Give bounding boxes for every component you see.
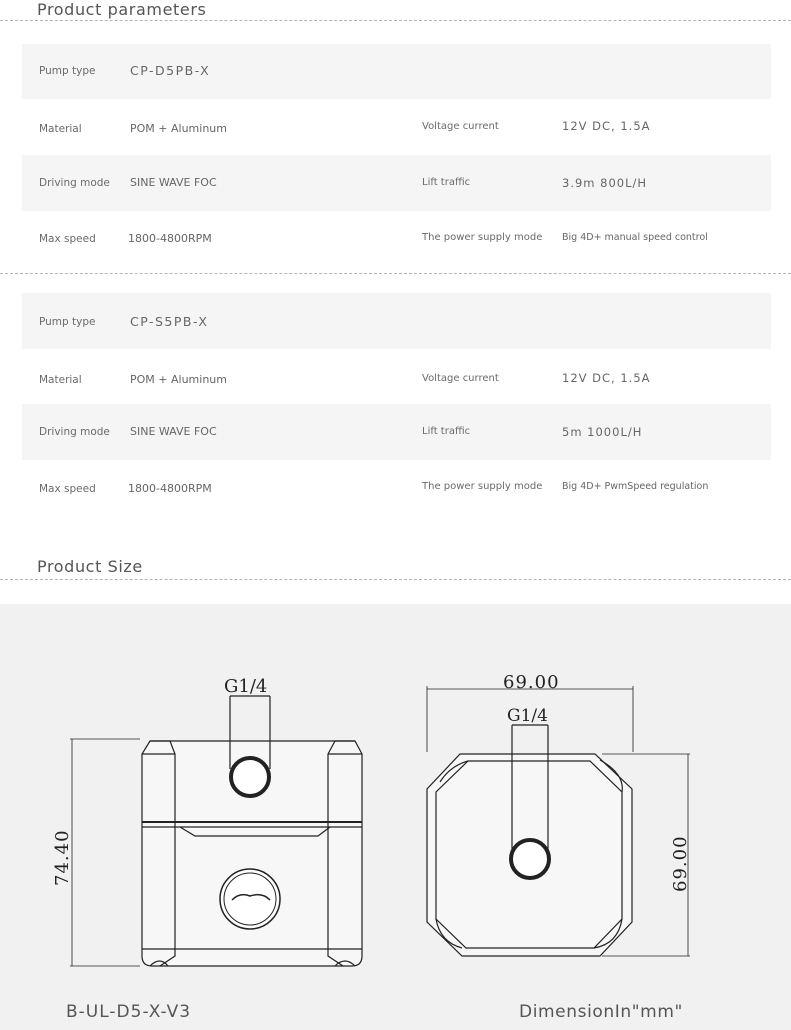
spec-row	[22, 293, 771, 349]
driving-mode-label: Driving mode	[39, 426, 110, 438]
material-value: POM + Aluminum	[130, 373, 227, 386]
pump-type-label: Pump type	[39, 65, 96, 77]
material-label: Material	[39, 374, 82, 386]
section-title-size: Product Size	[37, 557, 143, 576]
power-supply-value: Big 4D+ PwmSpeed regulation	[562, 481, 709, 492]
top-view	[427, 686, 690, 956]
driving-mode-label: Driving mode	[39, 177, 110, 189]
lift-traffic-value: 5m 1000L/H	[562, 425, 643, 439]
power-supply-label: The power supply mode	[422, 481, 543, 492]
lift-traffic-label: Lift traffic	[422, 177, 471, 188]
spec-table-d5	[22, 44, 771, 267]
section-title-parameters: Product parameters	[37, 0, 207, 19]
spec-row	[22, 99, 771, 155]
voltage-label: Voltage current	[422, 121, 499, 132]
spec-table-s5	[22, 293, 771, 516]
max-speed-value: 1800-4800RPM	[128, 482, 212, 495]
dimension-drawing	[0, 604, 791, 1030]
material-value: POM + Aluminum	[130, 122, 227, 135]
top-port-label: G1/4	[507, 706, 548, 726]
section-divider	[0, 20, 791, 21]
max-speed-label: Max speed	[39, 233, 96, 245]
driving-mode-value: SINE WAVE FOC	[130, 425, 217, 438]
spec-row	[22, 44, 771, 99]
side-height-dimension: 74.40	[52, 829, 73, 886]
spec-row	[22, 460, 771, 516]
voltage-value: 12V DC, 1.5A	[562, 371, 651, 385]
spec-row	[22, 349, 771, 404]
dimension-drawing-svg	[0, 604, 791, 1030]
driving-mode-value: SINE WAVE FOC	[130, 176, 217, 189]
section-divider	[0, 273, 791, 274]
spec-row	[22, 211, 771, 267]
power-supply-value: Big 4D+ manual speed control	[562, 232, 708, 243]
spec-row	[22, 155, 771, 211]
side-view	[70, 696, 362, 966]
spec-row	[22, 404, 771, 460]
top-width-dimension: 69.00	[503, 672, 560, 693]
max-speed-label: Max speed	[39, 483, 96, 495]
pump-type-value: CP-D5PB-X	[130, 63, 211, 78]
voltage-value: 12V DC, 1.5A	[562, 119, 651, 133]
side-port-label: G1/4	[224, 676, 268, 697]
lift-traffic-label: Lift traffic	[422, 426, 471, 437]
pump-type-label: Pump type	[39, 316, 96, 328]
voltage-label: Voltage current	[422, 373, 499, 384]
max-speed-value: 1800-4800RPM	[128, 232, 212, 245]
unit-note: DimensionIn"mm"	[519, 1002, 683, 1022]
material-label: Material	[39, 123, 82, 135]
model-code: B-UL-D5-X-V3	[66, 1002, 192, 1022]
section-divider	[0, 579, 791, 580]
pump-type-value: CP-S5PB-X	[130, 314, 209, 329]
lift-traffic-value: 3.9m 800L/H	[562, 176, 648, 190]
power-supply-label: The power supply mode	[422, 232, 543, 243]
top-depth-dimension: 69.00	[670, 835, 691, 892]
